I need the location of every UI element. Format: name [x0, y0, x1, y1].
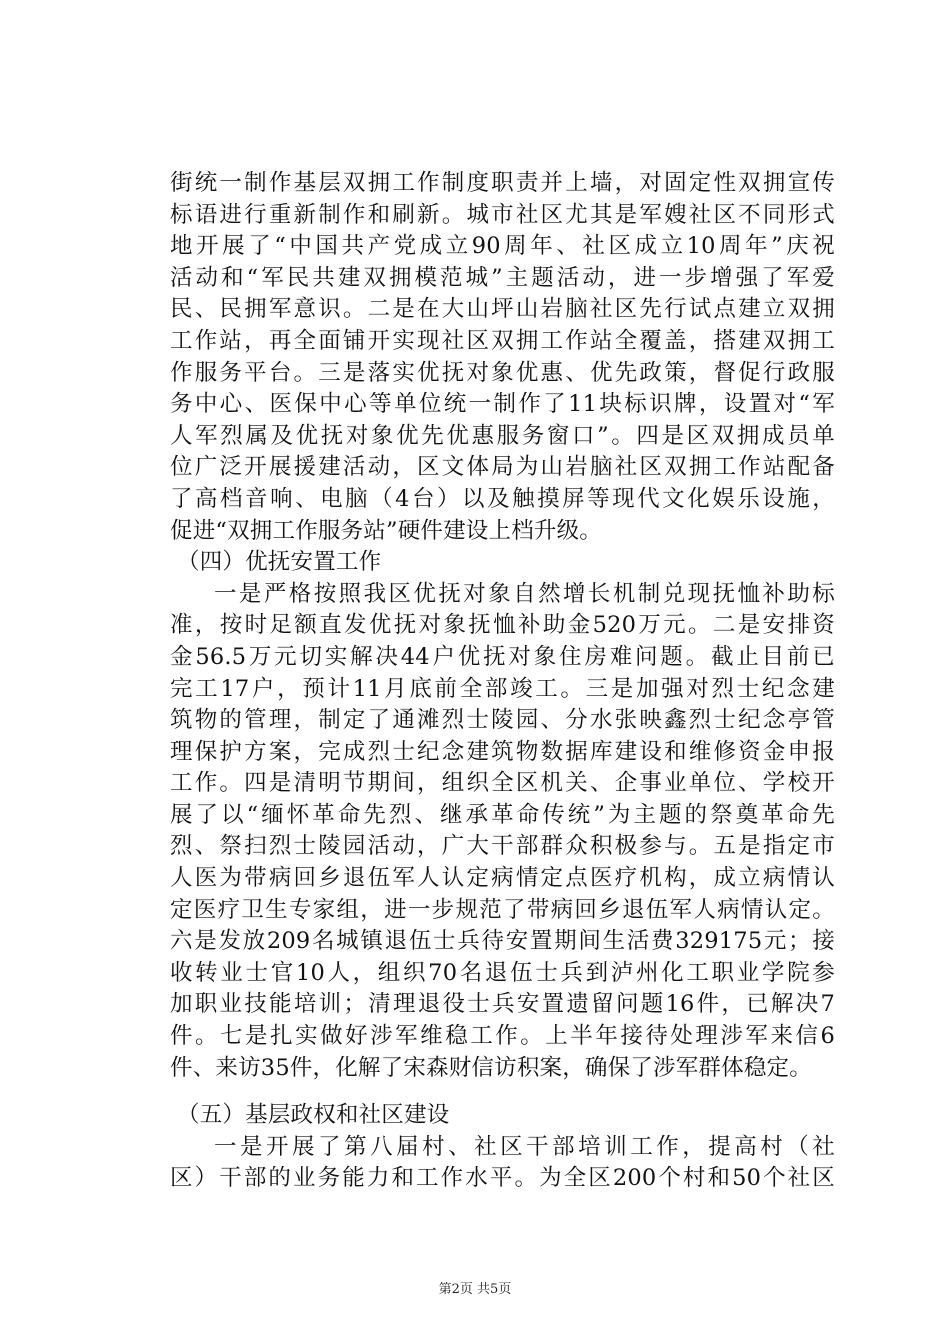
text-line: 烈、祭扫烈士陵园活动，广大干部群众积极参与。五是指定市: [170, 833, 835, 860]
text-line: 街统一制作基层双拥工作制度职责并上墙，对固定性双拥宣传: [170, 170, 835, 196]
text-line: 件、来访35件，化解了宋森财信访积案，确保了涉军群体稳定。: [170, 1054, 812, 1081]
text-line: 六是发放209名城镇退伍士兵待安置期间生活费329175元；接: [170, 928, 835, 955]
paragraph-care-placement: [170, 579, 835, 1085]
text-line: 作服务平台。三是落实优抚对象优惠、优先政策，督促行政服: [170, 359, 835, 386]
text-line: 位广泛开展援建活动，区文体局为山岩脑社区双拥工作站配备: [170, 454, 835, 481]
text-line: 完工17户，预计11月底前全部竣工。三是加强对烈士纪念建: [170, 675, 835, 702]
text-line: 一是严格按照我区优抚对象自然增长机制兑现抚恤补助标: [214, 580, 835, 607]
text-line: 准，按时足额直发优抚对象抚恤补助金520万元。二是安排资: [170, 612, 835, 639]
paragraph-community-building: [170, 1132, 835, 1195]
section-heading-4: （四）优抚安置工作: [177, 549, 382, 576]
text-line: 区）干部的业务能力和工作水平。为全区200个村和50个社区: [170, 1165, 835, 1192]
text-line: 工作站，再全面铺开实现社区双拥工作站全覆盖，搭建双拥工: [170, 327, 835, 354]
text-line: 促进“双拥工作服务站”硬件建设上档升级。: [170, 517, 603, 544]
text-line: 收转业士官10人，组织70名退伍士兵到泸州化工职业学院参: [170, 959, 835, 986]
text-line: 一是开展了第八届村、社区干部培训工作，提高村（社: [214, 1133, 835, 1160]
text-line: 务中心、医保中心等单位统一制作了11块标识牌，设置对“军: [170, 391, 835, 418]
text-line: 活动和“军民共建双拥模范城”主题活动，进一步增强了军爱: [170, 264, 835, 291]
text-line: 人军烈属及优抚对象优先优惠服务窗口”。四是区双拥成员单: [170, 422, 835, 449]
text-line: 了高档音响、电脑（4台）以及触摸屏等现代文化娱乐设施，: [170, 485, 835, 512]
document-body: [170, 168, 835, 1195]
text-line: 标语进行重新制作和刷新。城市社区尤其是军嫂社区不同形式: [170, 201, 835, 228]
page-footer: [0, 1278, 950, 1297]
text-line: 理保护方案，完成烈士纪念建筑物数据库建设和维修资金申报: [170, 738, 835, 765]
paragraph-gap: [170, 1084, 835, 1100]
section-heading-5: （五）基层政权和社区建设: [177, 1102, 450, 1129]
page-indicator: 第2页 共5页: [438, 1282, 512, 1297]
text-line: 展了以“缅怀革命先烈、继承革命传统”为主题的祭奠革命先: [170, 801, 835, 828]
text-line: 筑物的管理，制定了通滩烈士陵园、分水张映鑫烈士纪念亭管: [170, 707, 835, 734]
text-line: 件。七是扎实做好涉军维稳工作。上半年接待处理涉军来信6: [170, 1023, 835, 1050]
text-line: 金56.5万元切实解决44户优抚对象住房难问题。截止目前已: [170, 643, 835, 670]
text-line: 民、民拥军意识。二是在大山坪山岩脑社区先行试点建立双拥: [170, 296, 835, 323]
text-line: 工作。四是清明节期间，组织全区机关、企事业单位、学校开: [170, 770, 835, 797]
text-line: 定医疗卫生专家组，进一步规范了带病回乡退伍军人病情认定。: [170, 896, 835, 923]
paragraph-double-support: [170, 168, 835, 547]
text-line: 人医为带病回乡退伍军人认定病情定点医疗机构，成立病情认: [170, 865, 835, 892]
text-line: 加职业技能培训；清理退役士兵安置遗留问题16件，已解决7: [170, 991, 835, 1018]
text-line: 地开展了“中国共产党成立90周年、社区成立10周年”庆祝: [170, 233, 835, 260]
